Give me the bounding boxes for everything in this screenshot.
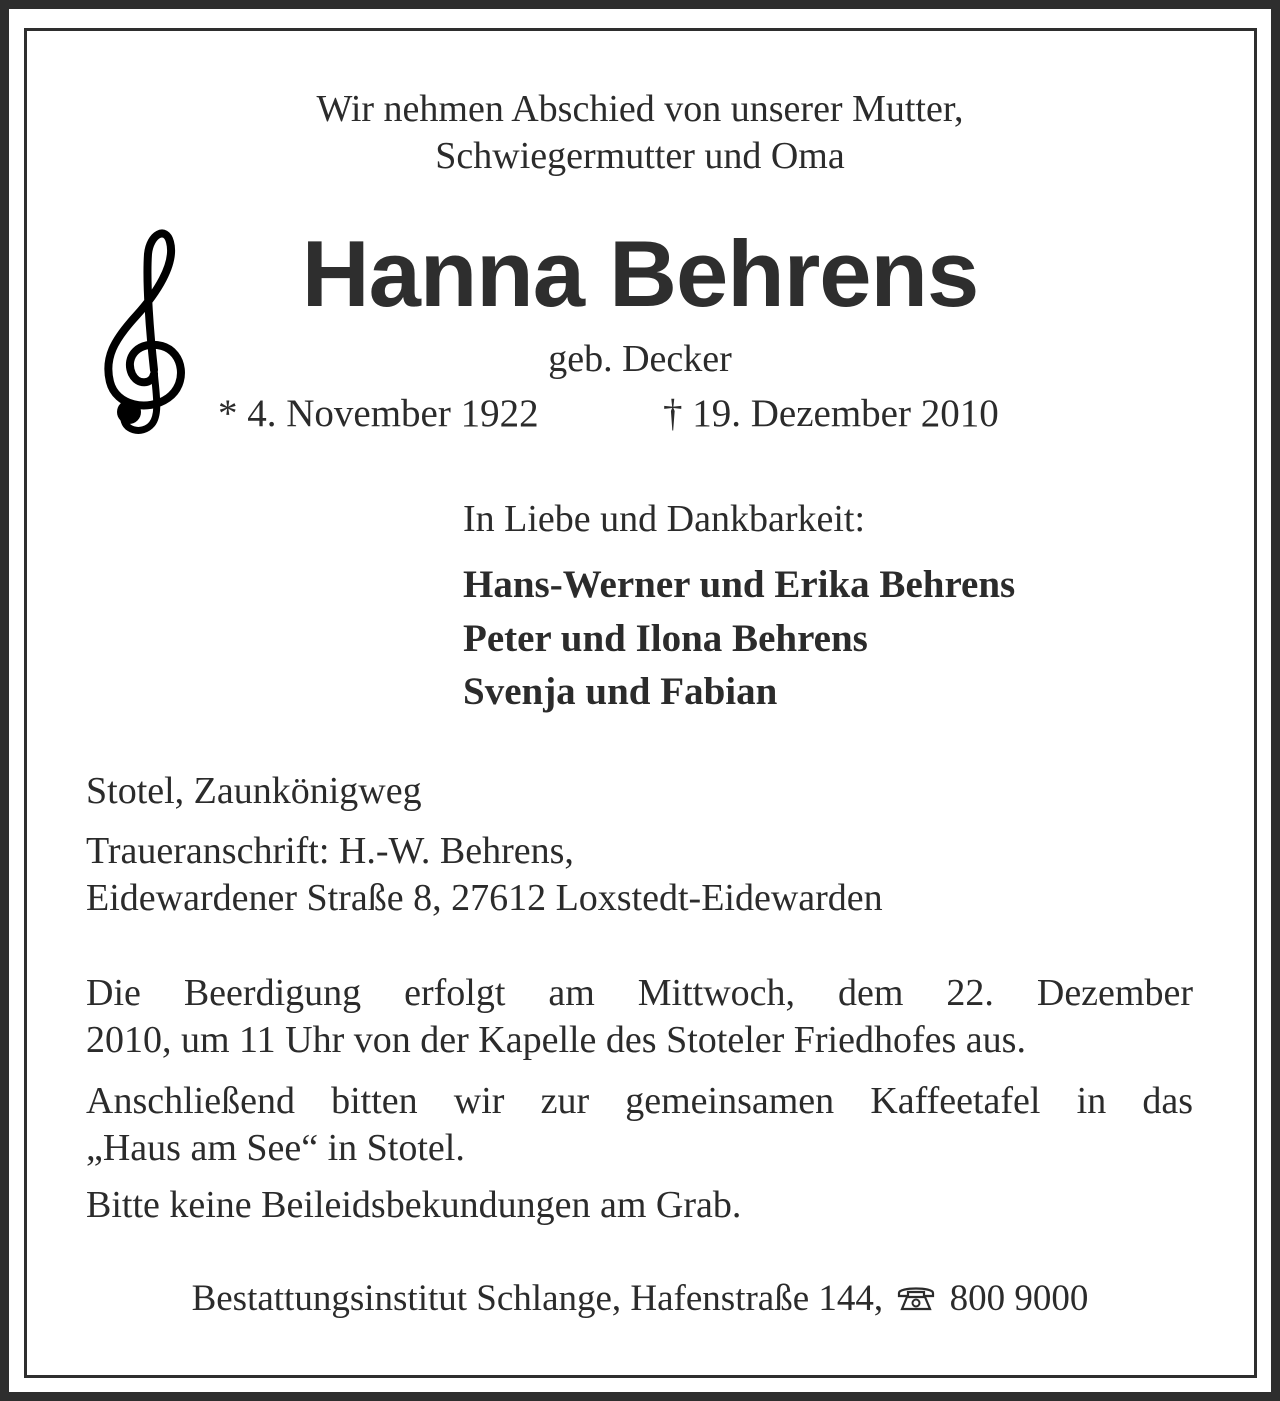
location: Stotel, Zaunkönigweg (86, 770, 422, 812)
intro-line-2: Schwiegermutter und Oma (435, 135, 845, 177)
phone-number: 800 9000 (949, 1278, 1089, 1319)
mourners-heading: In Liebe und Dankbarkeit: (463, 498, 866, 540)
reception-line-2: „Haus am See“ in Stotel. (86, 1127, 465, 1169)
mourner-name: Peter und Ilona Behrens (463, 617, 868, 660)
mourner-name: Hans-Werner und Erika Behrens (463, 563, 1016, 606)
reception-line-1: Anschließend bitten wir zur gemeinsamen Kaffeetafel in das (86, 1080, 1193, 1122)
funeral-line-1: Die Beerdigung erfolgt am Mittwoch, dem 22. Dezember (86, 972, 1193, 1014)
maiden-name: geb. Decker (548, 338, 732, 380)
death-date: † 19. Dezember 2010 (663, 392, 999, 435)
intro-line-1: Wir nehmen Abschied von unserer Mutter, (316, 88, 964, 130)
funeral-line-2: 2010, um 11 Uhr von der Kapelle des Stoteler Friedhofes aus. (86, 1019, 1026, 1061)
condolence-note: Bitte keine Beileidsbekundungen am Grab. (86, 1184, 742, 1226)
telephone-icon (896, 1284, 936, 1312)
funeral-home-text: Bestattungsinstitut Schlange, Hafenstraße 144, (191, 1278, 884, 1319)
mourner-name: Svenja und Fabian (463, 670, 778, 713)
birth-date: * 4. November 1922 (218, 392, 539, 435)
footer (0, 1280, 1280, 1317)
address-line-2: Eidewardener Straße 8, 27612 Loxstedt-Eidewarden (86, 877, 883, 919)
address-line-1: Traueranschrift: H.-W. Behrens, (86, 830, 574, 872)
deceased-name: Hanna Behrens (301, 221, 979, 326)
